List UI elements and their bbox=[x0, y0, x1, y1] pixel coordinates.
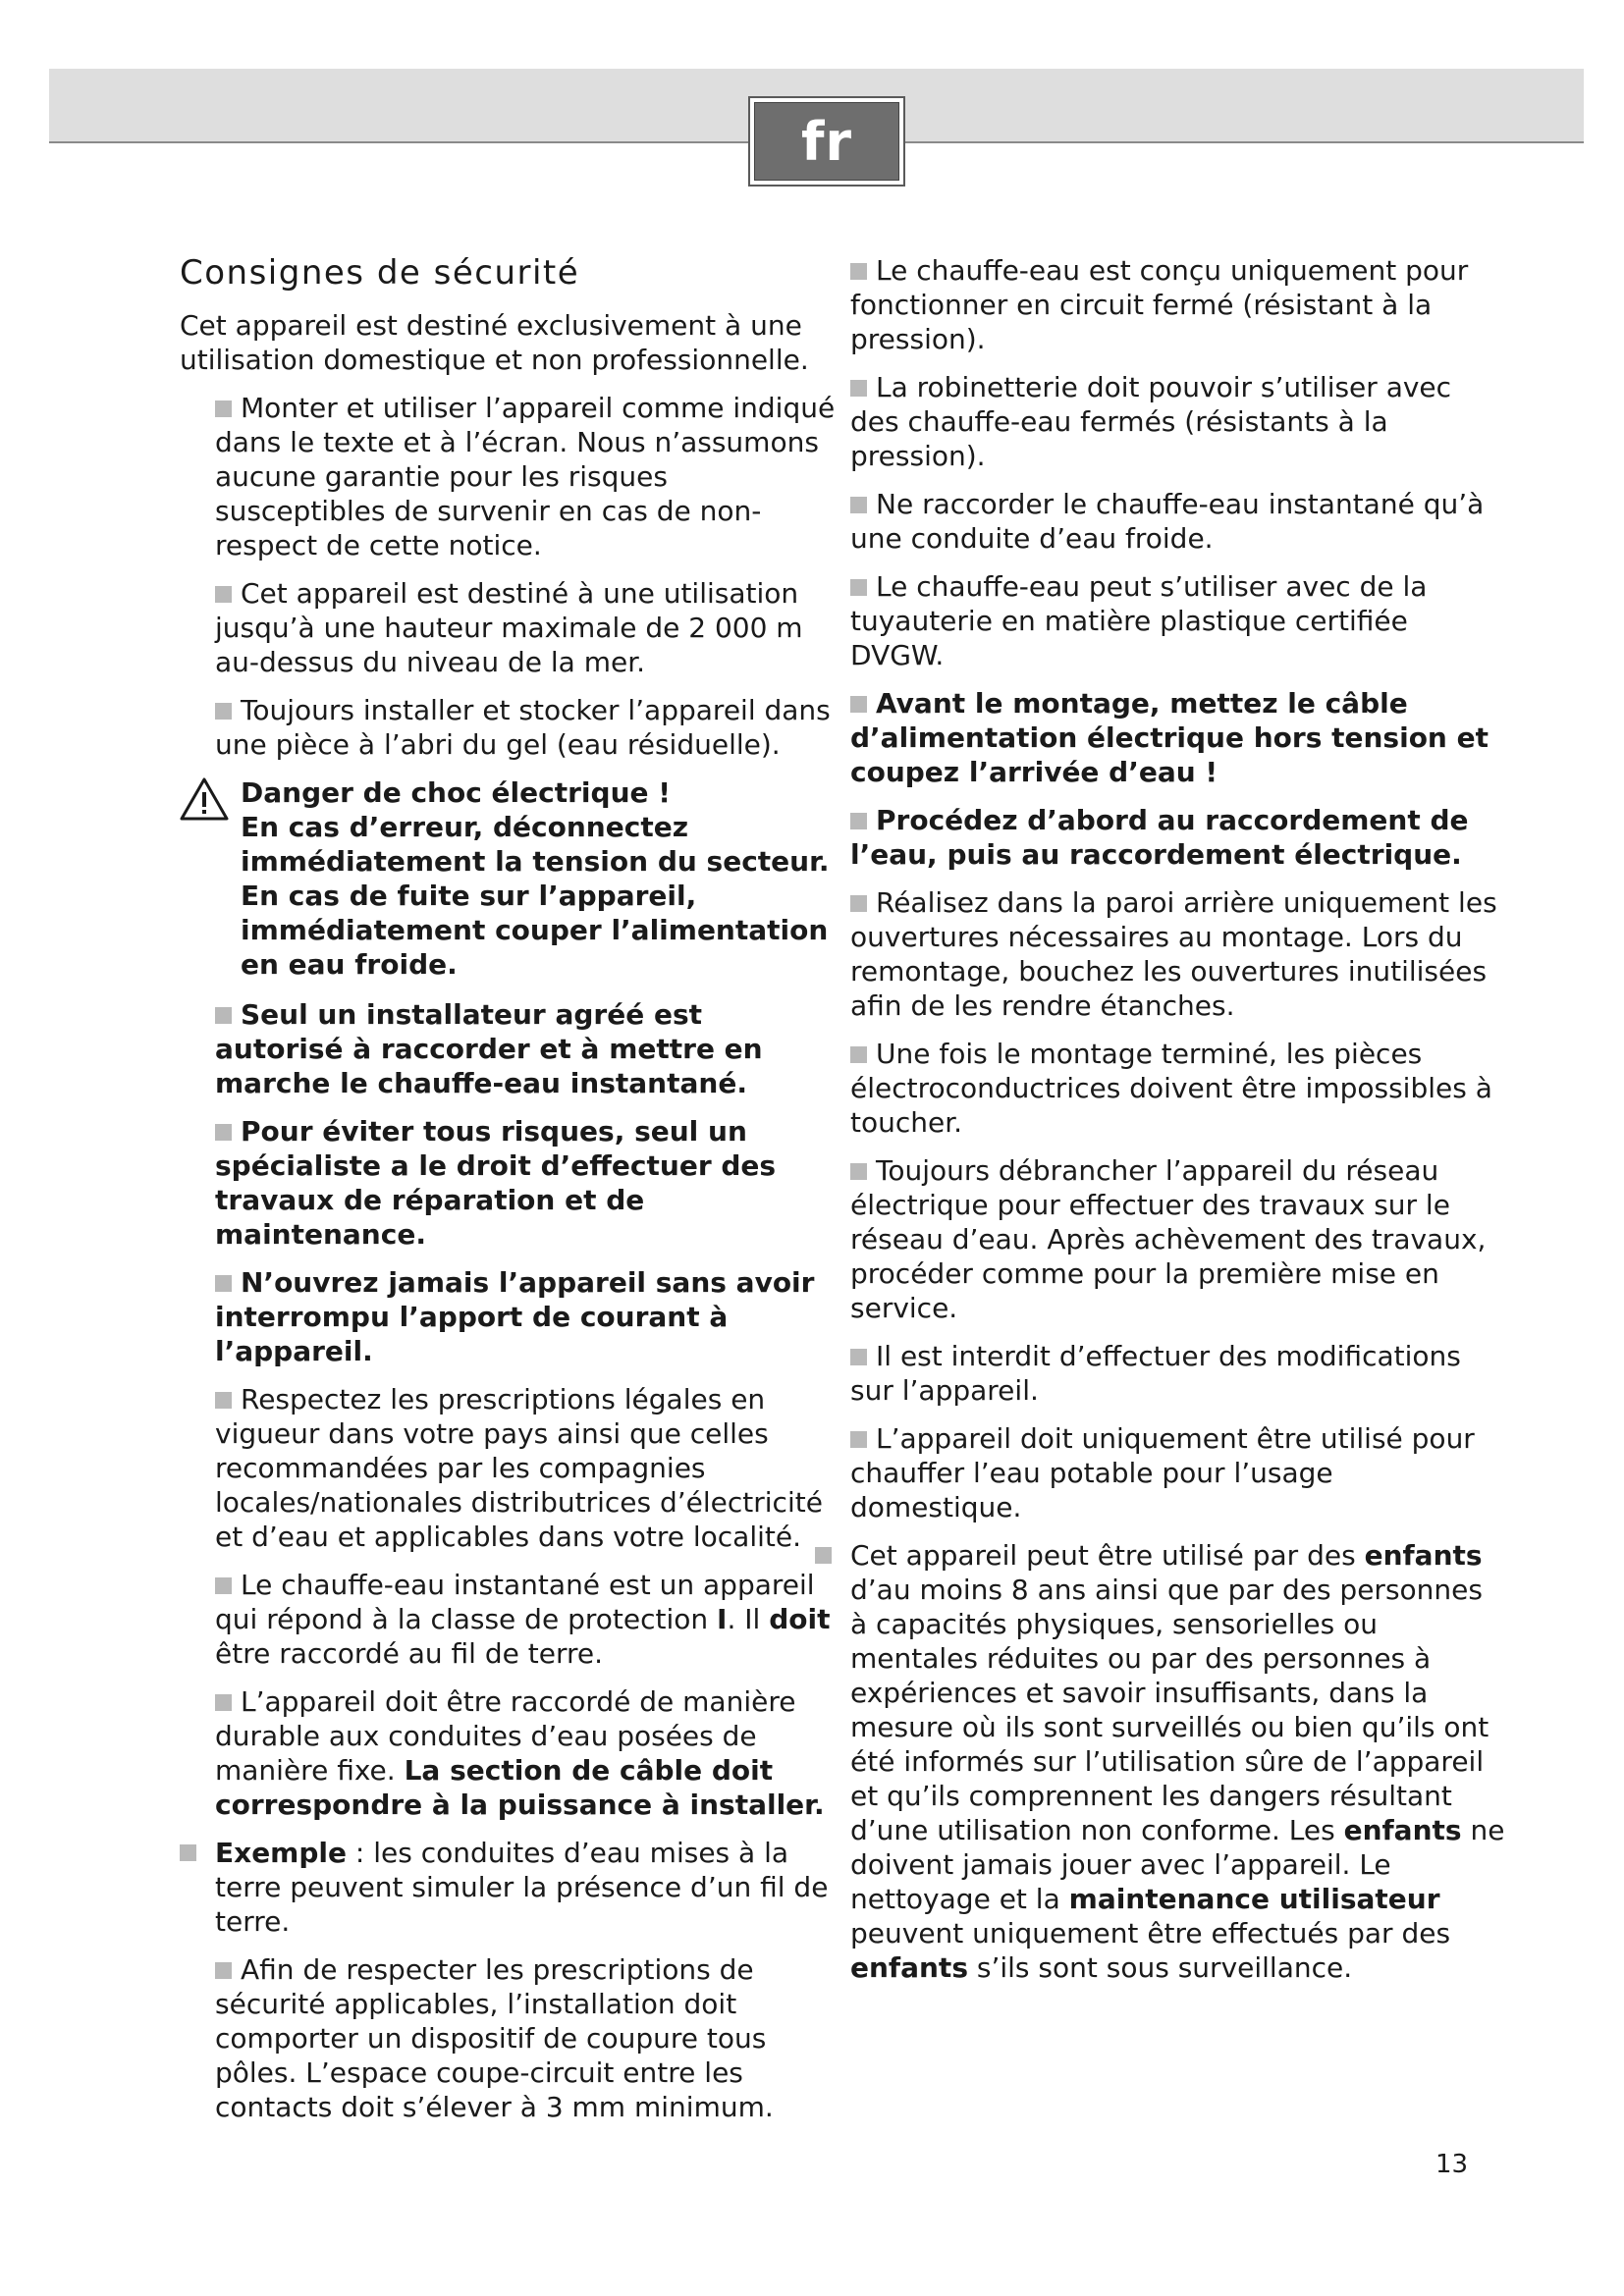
list-item: Exemple : les conduites d’eau mises à la terre peuvent simuler la présence d’un fil de terre. bbox=[180, 1836, 838, 1939]
bullet-square-icon bbox=[850, 1163, 867, 1180]
list-item: Toujours installer et stocker l’appareil dans une pièce à l’abri du gel (eau résiduelle). bbox=[215, 694, 831, 761]
warning-triangle-icon bbox=[180, 777, 229, 821]
bullet-square-icon bbox=[850, 497, 867, 513]
list-item: Le chauffe-eau instantané est un appareil qui répond à la classe de protection I. Il doit être raccordé au fil de terre. bbox=[215, 1569, 831, 1670]
warning-title: Danger de choc électrique ! bbox=[241, 776, 672, 809]
bullet-square-icon bbox=[850, 813, 867, 829]
bullet-square-icon bbox=[215, 1392, 232, 1409]
list-item: Il est interdit d’effectuer des modifications sur l’appareil. bbox=[850, 1340, 1461, 1407]
language-tab bbox=[748, 96, 905, 187]
bullet-square-icon bbox=[215, 1124, 232, 1141]
list-item: La robinetterie doit pouvoir s’utiliser avec des chauffe-eau fermés (résistants à la pression). bbox=[850, 371, 1452, 472]
list-item: L’appareil doit uniquement être utilisé pour chauffer l’eau potable pour l’usage domestique. bbox=[850, 1422, 1475, 1523]
page-number: 13 bbox=[1435, 2150, 1469, 2179]
bullet-square-icon bbox=[850, 263, 867, 280]
bullet-square-icon bbox=[215, 400, 232, 417]
page-title: Consignes de sécurité bbox=[180, 253, 580, 293]
list-item: Cet appareil est destiné à une utilisation jusqu’à une hauteur maximale de 2 000 m au-dessus du niveau de la mer. bbox=[215, 577, 803, 678]
bullet-square-icon bbox=[215, 1577, 232, 1594]
electric-shock-warning bbox=[180, 775, 838, 982]
bullet-square-icon bbox=[215, 586, 232, 603]
bullet-square-icon bbox=[850, 579, 867, 596]
bullet-square-icon bbox=[215, 1962, 232, 1979]
bullet-square-icon bbox=[215, 1694, 232, 1711]
bullet-square-icon bbox=[215, 1275, 232, 1292]
list-item: Afin de respecter les prescriptions de sécurité applicables, l’installation doit comporter un dispositif de coupure tous pôles. L’espace coupe-circuit entre les contacts doit s’élever à 3 mm minimum. bbox=[215, 1953, 774, 2123]
list-item: Avant le montage, mettez le câble d’alimentation électrique hors tension et coupez l’arrivée d’eau ! bbox=[850, 687, 1489, 788]
list-item: Pour éviter tous risques, seul un spécialiste a le droit d’effectuer des travaux de réparation et de maintenance. bbox=[215, 1115, 777, 1251]
right-column bbox=[850, 253, 1508, 1999]
list-item: Le chauffe-eau est conçu uniquement pour fonctionner en circuit fermé (résistant à la pression). bbox=[850, 254, 1469, 355]
list-item: N’ouvrez jamais l’appareil sans avoir interrompu l’apport de courant à l’appareil. bbox=[215, 1266, 815, 1367]
bullet-square-icon bbox=[850, 895, 867, 912]
bullet-square-icon bbox=[850, 380, 867, 397]
intro-paragraph: Cet appareil est destiné exclusivement à une utilisation domestique et non professionnelle. bbox=[180, 309, 809, 376]
list-item: Toujours débrancher l’appareil du réseau électrique pour effectuer des travaux sur le réseau d’eau. Après achèvement des travaux, procéder comme pour la première mise en service. bbox=[850, 1154, 1487, 1324]
children-safety-item: Cet appareil peut être utilisé par des enfants d’au moins 8 ans ainsi que par des personnes à capacités physiques, sensorielles ou mentales réduites ou par des personnes à expériences et savoir insuffisants, dans la mesure où ils sont surveillés ou bien qu’ils ont été informés sur l’utilisation sûre de l’appareil et qu’ils comprennent les dangers résultant d’une utilisation non conforme. Les enfants ne doivent jamais jouer avec l’appareil. Le nettoyage et la maintenance utilisateur peuvent uniquement être effectués par des enfants s’ils sont sous surveillance. bbox=[815, 1538, 1508, 1985]
warning-line: En cas de fuite sur l’appareil, immédiatement couper l’alimentation en eau froide. bbox=[241, 880, 829, 981]
bullet-square-icon bbox=[850, 1431, 867, 1448]
list-item: Respectez les prescriptions légales en vigueur dans votre pays ainsi que celles recommandées par les compagnies locales/nationales distributrices d’électricité et d’eau et applicables dans votre localité. bbox=[215, 1383, 823, 1553]
list-item: Procédez d’abord au raccordement de l’eau, puis au raccordement électrique. bbox=[850, 804, 1469, 871]
warning-line: En cas d’erreur, déconnectez immédiatement la tension du secteur. bbox=[241, 811, 830, 878]
list-item: L’appareil doit être raccordé de manière durable aux conduites d’eau posées de manière fixe. La section de câble doit correspondre à la puissance à installer. bbox=[215, 1685, 825, 1821]
left-column bbox=[180, 253, 838, 2138]
bullet-square-icon bbox=[850, 1046, 867, 1063]
bullet-square-icon bbox=[180, 1844, 196, 1861]
list-item: Une fois le montage terminé, les pièces électroconductrices doivent être impossibles à toucher. bbox=[850, 1038, 1492, 1139]
list-item: Ne raccorder le chauffe-eau instantané qu’à une conduite d’eau froide. bbox=[850, 488, 1485, 555]
bullet-square-icon bbox=[815, 1547, 832, 1564]
bullet-square-icon bbox=[215, 703, 232, 720]
list-item: Monter et utiliser l’appareil comme indiqué dans le texte et à l’écran. Nous n’assumons aucune garantie pour les risques susceptibles de survenir en cas de non-respect de cette notice. bbox=[215, 392, 836, 561]
bullet-square-icon bbox=[850, 696, 867, 713]
bullet-square-icon bbox=[215, 1007, 232, 1024]
list-item: Le chauffe-eau peut s’utiliser avec de la tuyauterie en matière plastique certifiée DVGW. bbox=[850, 570, 1428, 671]
list-item: Réalisez dans la paroi arrière uniquement les ouvertures nécessaires au montage. Lors du remontage, bouchez les ouvertures inutilisées afin de les rendre étanches. bbox=[850, 886, 1497, 1022]
list-item: Seul un installateur agréé est autorisé à raccorder et à mettre en marche le chauffe-eau instantané. bbox=[215, 998, 763, 1099]
language-tab-label: fr bbox=[754, 102, 899, 181]
bullet-square-icon bbox=[850, 1349, 867, 1365]
